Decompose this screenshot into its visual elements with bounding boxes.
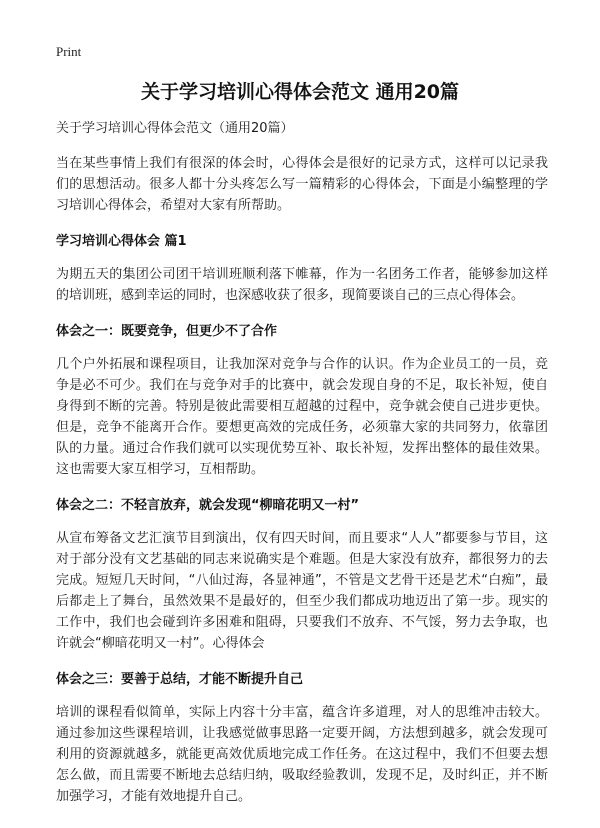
point-1-heading: 体会之一：既要竞争，但更少不了合作: [56, 324, 278, 339]
page-title: 关于学习培训心得体会范文 通用20篇: [140, 81, 460, 103]
point-3-body: 培训的课程看似简单，实际上内容十分丰富，蕴含许多道理，对人的思维冲击较大。通过参加这些课程培训，让我感觉做事思路一定要开阔，方法想到越多，就会发现可利用的资源就越多，就能更高效优质地完成工作任务。在这过程中，我们不但要去想怎么做，而且需要不断地去总结归纳，吸取经验教训，发现不足，及时纠正，并不断加强学习，才能有效地提升自己。: [56, 705, 548, 804]
print-link[interactable]: Print: [56, 44, 82, 59]
intro-paragraph: 当在某些事情上我们有很深的体会时，心得体会是很好的记录方式，这样可以记录我们的思想活动。很多人都十分头疼怎么写一篇精彩的心得体会，下面是小编整理的学习培训心得体会，希望对大家有所帮助。: [56, 156, 548, 213]
document-body: [56, 118, 548, 823]
point-2-heading: 体会之二：不轻言放弃，就会发现“柳暗花明又一村”: [56, 498, 360, 513]
point-1-body: 几个户外拓展和课程项目，让我加深对竞争与合作的认识。作为企业员工的一员，竞争是必不可少。我们在与竞争对手的比赛中，就会发现自身的不足，取长补短，使自身得到不断的完善。特别是彼此需要相互超越的过程中，竞争就会使自己进步更快。但是，竞争不能离开合作。要想更高效的完成任务，必须靠大家的共同努力，依靠团队的力量。通过合作我们就可以实现优势互补、取长补短，发挥出整体的最佳效果。这也需要大家互相学习，互相帮助。: [56, 357, 548, 477]
point-2-body: 从宣布筹备文艺汇演节目到演出，仅有四天时间，而且要求“人人”都要参与节目，这对于部分没有文艺基础的同志来说确实是个难题。但是大家没有放弃，都很努力的去完成。短短几天时间，“八仙过海，各显神通”，不管是文艺骨干还是艺术“白痴”，最后都走上了舞台，虽然效果不是最好的，但至少我们都成功地迈出了第一步。现实的工作中，我们也会碰到许多困难和阻碍，只要我们不放弃、不气馁，努力去争取，也许就会“柳暗花明又一村”。心得体会: [56, 531, 548, 651]
document-subtitle: 关于学习培训心得体会范文（通用20篇）: [56, 121, 294, 136]
section-paragraph: 为期五天的集团公司团干培训班顺利落下帷幕，作为一名团务工作者，能够参加这样的培训班，感到幸运的同时，也深感收获了很多，现简要谈自己的三点心得体会。: [56, 267, 548, 303]
section-heading: 学习培训心得体会 篇1: [56, 234, 187, 249]
point-3-heading: 体会之三：要善于总结，才能不断提升自己: [56, 672, 304, 687]
